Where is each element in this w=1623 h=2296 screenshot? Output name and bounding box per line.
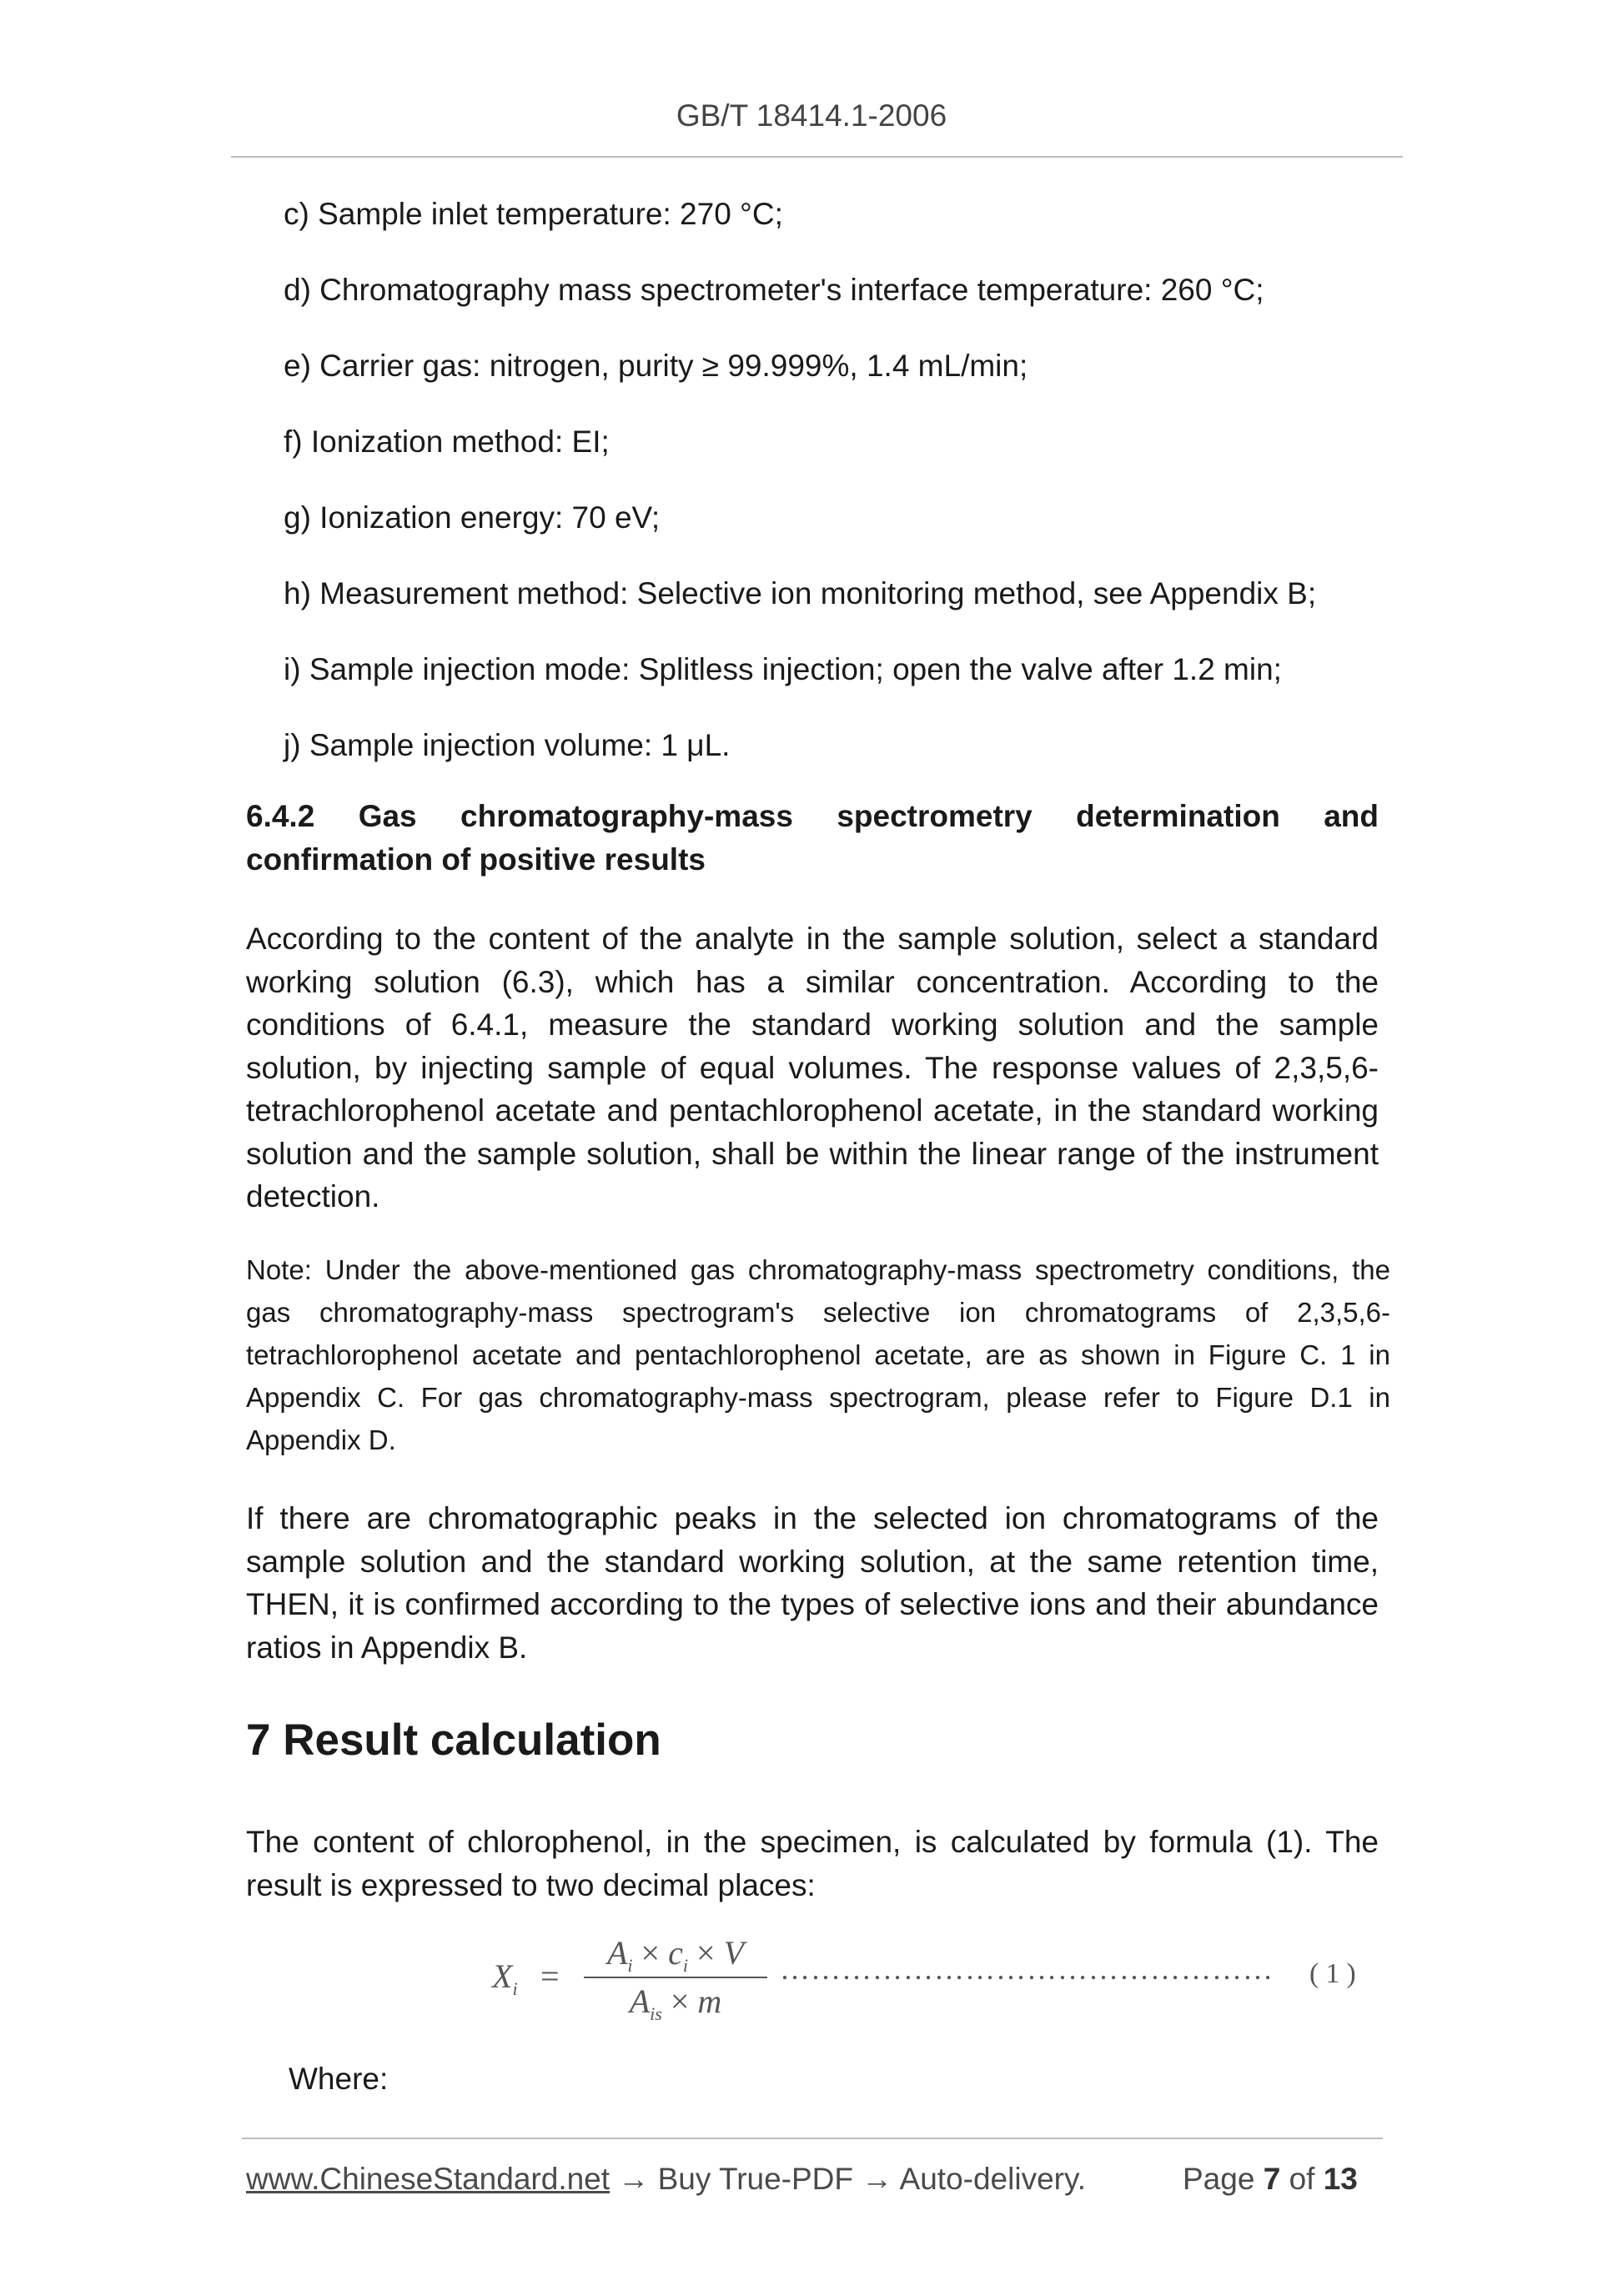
header-divider (231, 156, 1403, 158)
formula-lhs: $X_i$ (492, 1957, 518, 1999)
condition-item-d: d) Chromatography mass spectrometer's interface temperature: 260 °C; (284, 273, 1264, 307)
formula-leader-dots: ………………………………………… (780, 1952, 1274, 1986)
condition-item-c: c) Sample inlet temperature: 270 °C; (284, 197, 783, 231)
condition-item-g: g) Ionization energy: 70 eV; (284, 500, 661, 535)
arrow-right-icon: → (618, 2162, 650, 2196)
paragraph-result-intro: The content of chlorophenol, in the specimen, is calculated by formula (1). The result is expressed to two decimal places: (246, 1825, 1379, 1902)
document-header: GB/T 18414.1-2006 (676, 98, 947, 133)
formula-number: (1) (1309, 1958, 1363, 1989)
condition-item-h: h) Measurement method: Selective ion monitoring method, see Appendix B; (284, 576, 1317, 610)
formula-denominator: $A_{is} \times m$ (629, 1982, 722, 2024)
paragraph-confirmation: If there are chromatographic peaks in the selected ion chromatograms of the sample solution and the standard working solution, at the same retention time, THEN, it is confirmed according to the types of selective ions and their abundance ratios in Appendix B. (246, 1501, 1379, 1665)
arrow-right-icon: → (862, 2162, 893, 2196)
formula-1 (492, 1933, 1393, 2025)
condition-item-e: e) Carrier gas: nitrogen, purity ≥ 99.999%, 1.4 mL/min; (284, 349, 1028, 383)
note-paragraph: Note: Under the above-mentioned gas chromatography-mass spectrometry conditions, the gas chromatography-mass spectrogram's selective ion chromatograms of 2,3,5,6-tetrachlorophenol acetate and pentachlorophenol acetate, are as shown in Figure C. 1 in Appendix C. For gas chromatography-mass spectrogram, please refer to Figure D.1 in Appendix D. (246, 1254, 1390, 1455)
formula-fraction-bar (584, 1977, 767, 1978)
formula-numerator: $A_i \times c_i \times V$ (606, 1934, 744, 1976)
footer-delivery-text: Auto-delivery. (899, 2162, 1087, 2196)
page-label: Page (1183, 2162, 1255, 2196)
footer-buy-text: Buy True-PDF (657, 2162, 854, 2196)
formula-equals: = (540, 1957, 560, 1995)
condition-item-j: j) Sample injection volume: 1 μL. (284, 728, 731, 762)
section-heading-7: 7 Result calculation (246, 1716, 661, 1765)
where-label: Where: (289, 2062, 389, 2096)
page-current: 7 (1263, 2162, 1281, 2196)
footer-promo (246, 2162, 1086, 2197)
page-total: 13 (1323, 2162, 1358, 2196)
chinesestandard-link[interactable]: www.ChineseStandard.net (246, 2162, 611, 2196)
page-indicator (1183, 2162, 1358, 2197)
page-of: of (1289, 2162, 1315, 2196)
paragraph-standard-working-solution: According to the content of the analyte in the sample solution, select a standard working solution (6.3), which has a similar concentration. According to the conditions of 6.4.1, measure the standard working solution and the sample solution, by injecting sample of equal volumes. The response values of 2,3,5,6-tetrachlorophenol acetate and pentachlorophenol acetate, in the standard working solution and the sample solution, shall be within the linear range of the instrument detection. (246, 922, 1379, 1213)
section-heading-6-4-2: 6.4.2 Gas chromatography-mass spectrometry determination and confirmation of positive results (246, 799, 1379, 877)
condition-item-i: i) Sample injection mode: Splitless injection; open the valve after 1.2 min; (284, 652, 1282, 686)
condition-item-f: f) Ionization method: EI; (284, 425, 610, 459)
footer-divider (242, 2138, 1383, 2139)
